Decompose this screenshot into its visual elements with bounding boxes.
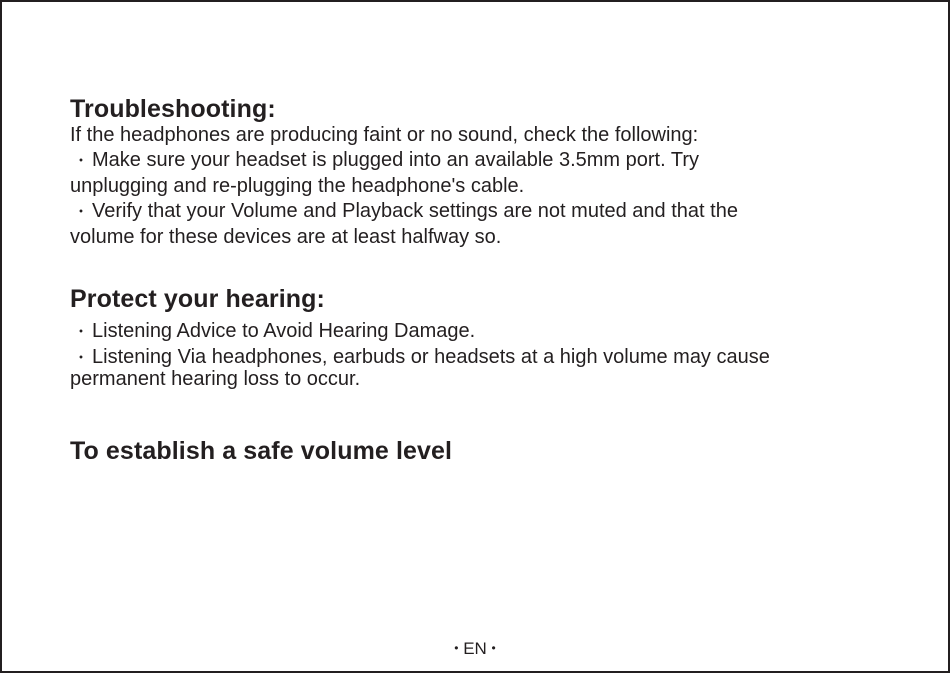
troubleshooting-section — [70, 95, 890, 250]
protect-hearing-section — [70, 285, 890, 391]
safe-volume-section — [70, 437, 890, 465]
bullet-icon: ・ — [72, 324, 89, 341]
list-item — [70, 148, 890, 199]
protect-hearing-heading: Protect your hearing: — [70, 285, 325, 313]
bullet-icon: ・ — [72, 203, 89, 221]
troubleshooting-heading: Troubleshooting: — [70, 95, 276, 123]
bullet-icon: ・ — [72, 350, 89, 367]
list-item — [70, 319, 890, 345]
troubleshooting-intro: If the headphones are producing faint or no sound, check the following: — [70, 124, 699, 146]
footer-bullet-icon: • — [491, 641, 496, 655]
page-footer — [2, 638, 948, 659]
troubleshooting-list — [70, 148, 890, 250]
protect-hearing-list — [70, 319, 890, 391]
list-item-continuation: unplugging and re-plugging the headphone's cable. — [70, 175, 525, 197]
safe-volume-heading: To establish a safe volume level — [70, 437, 453, 465]
list-item-text: Listening Via headphones, earbuds or headsets at a high volume may cause — [92, 346, 770, 368]
language-label: EN — [463, 639, 487, 658]
list-item-text: Listening Advice to Avoid Hearing Damage. — [92, 320, 476, 342]
list-item — [70, 199, 890, 250]
list-item-text: Verify that your Volume and Playback settings are not muted and that the — [92, 199, 738, 222]
list-item-text: Make sure your headset is plugged into an available 3.5mm port. Try — [92, 148, 699, 171]
list-item-continuation: volume for these devices are at least halfway so. — [70, 226, 502, 248]
list-item-continuation: permanent hearing loss to occur. — [70, 368, 361, 390]
footer-bullet-icon: • — [454, 641, 459, 655]
bullet-icon: ・ — [72, 152, 89, 170]
list-item — [70, 345, 890, 391]
